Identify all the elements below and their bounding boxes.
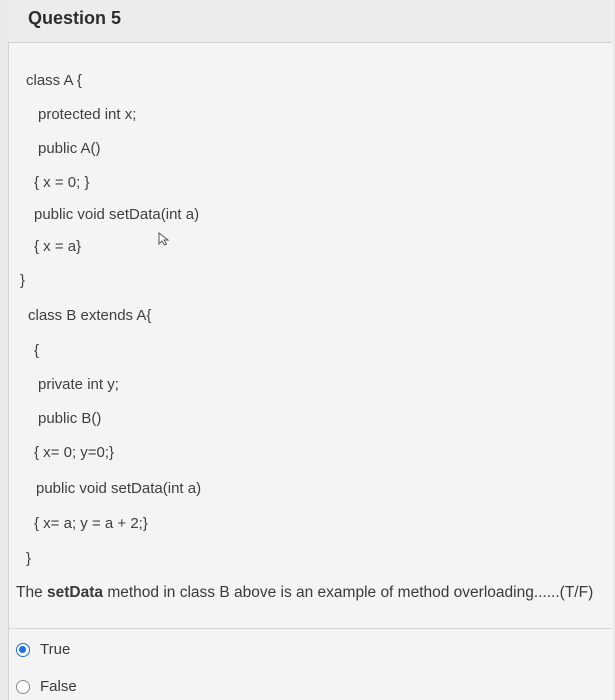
code-line: public A() bbox=[38, 140, 101, 157]
radio-selected-icon[interactable] bbox=[16, 643, 30, 657]
code-line: { bbox=[34, 342, 40, 359]
code-line: { x= 0; y=0;} bbox=[34, 444, 115, 461]
question-title: Question 5 bbox=[28, 8, 122, 28]
code-line: { x= a; y = a + 2;} bbox=[34, 515, 148, 532]
radio-unselected-icon[interactable] bbox=[16, 680, 30, 694]
code-line: class A { bbox=[26, 72, 82, 89]
mouse-pointer-icon bbox=[158, 232, 172, 251]
code-line: { x = 0; } bbox=[34, 174, 90, 191]
answer-option-false[interactable] bbox=[16, 678, 77, 695]
code-line: class B extends A{ bbox=[28, 307, 152, 324]
code-line: } bbox=[20, 272, 26, 289]
code-line: public void setData(int a) bbox=[36, 480, 202, 497]
code-line: public B() bbox=[38, 410, 102, 427]
prompt-suffix: method in class B above is an example of method overloading......(T/F) bbox=[103, 584, 594, 601]
divider bbox=[8, 628, 612, 629]
answer-option-true[interactable] bbox=[16, 641, 70, 658]
prompt-method-name: setData bbox=[47, 584, 104, 601]
code-line: private int y; bbox=[38, 376, 119, 393]
answer-label: False bbox=[40, 678, 77, 695]
question-prompt bbox=[16, 584, 593, 602]
code-line: } bbox=[26, 550, 32, 567]
answer-label: True bbox=[40, 641, 71, 658]
question-header bbox=[8, 0, 612, 43]
code-line: protected int x; bbox=[38, 106, 137, 123]
code-line: { x = a} bbox=[34, 238, 82, 255]
code-line: public void setData(int a) bbox=[34, 206, 200, 223]
prompt-prefix: The bbox=[16, 584, 48, 601]
